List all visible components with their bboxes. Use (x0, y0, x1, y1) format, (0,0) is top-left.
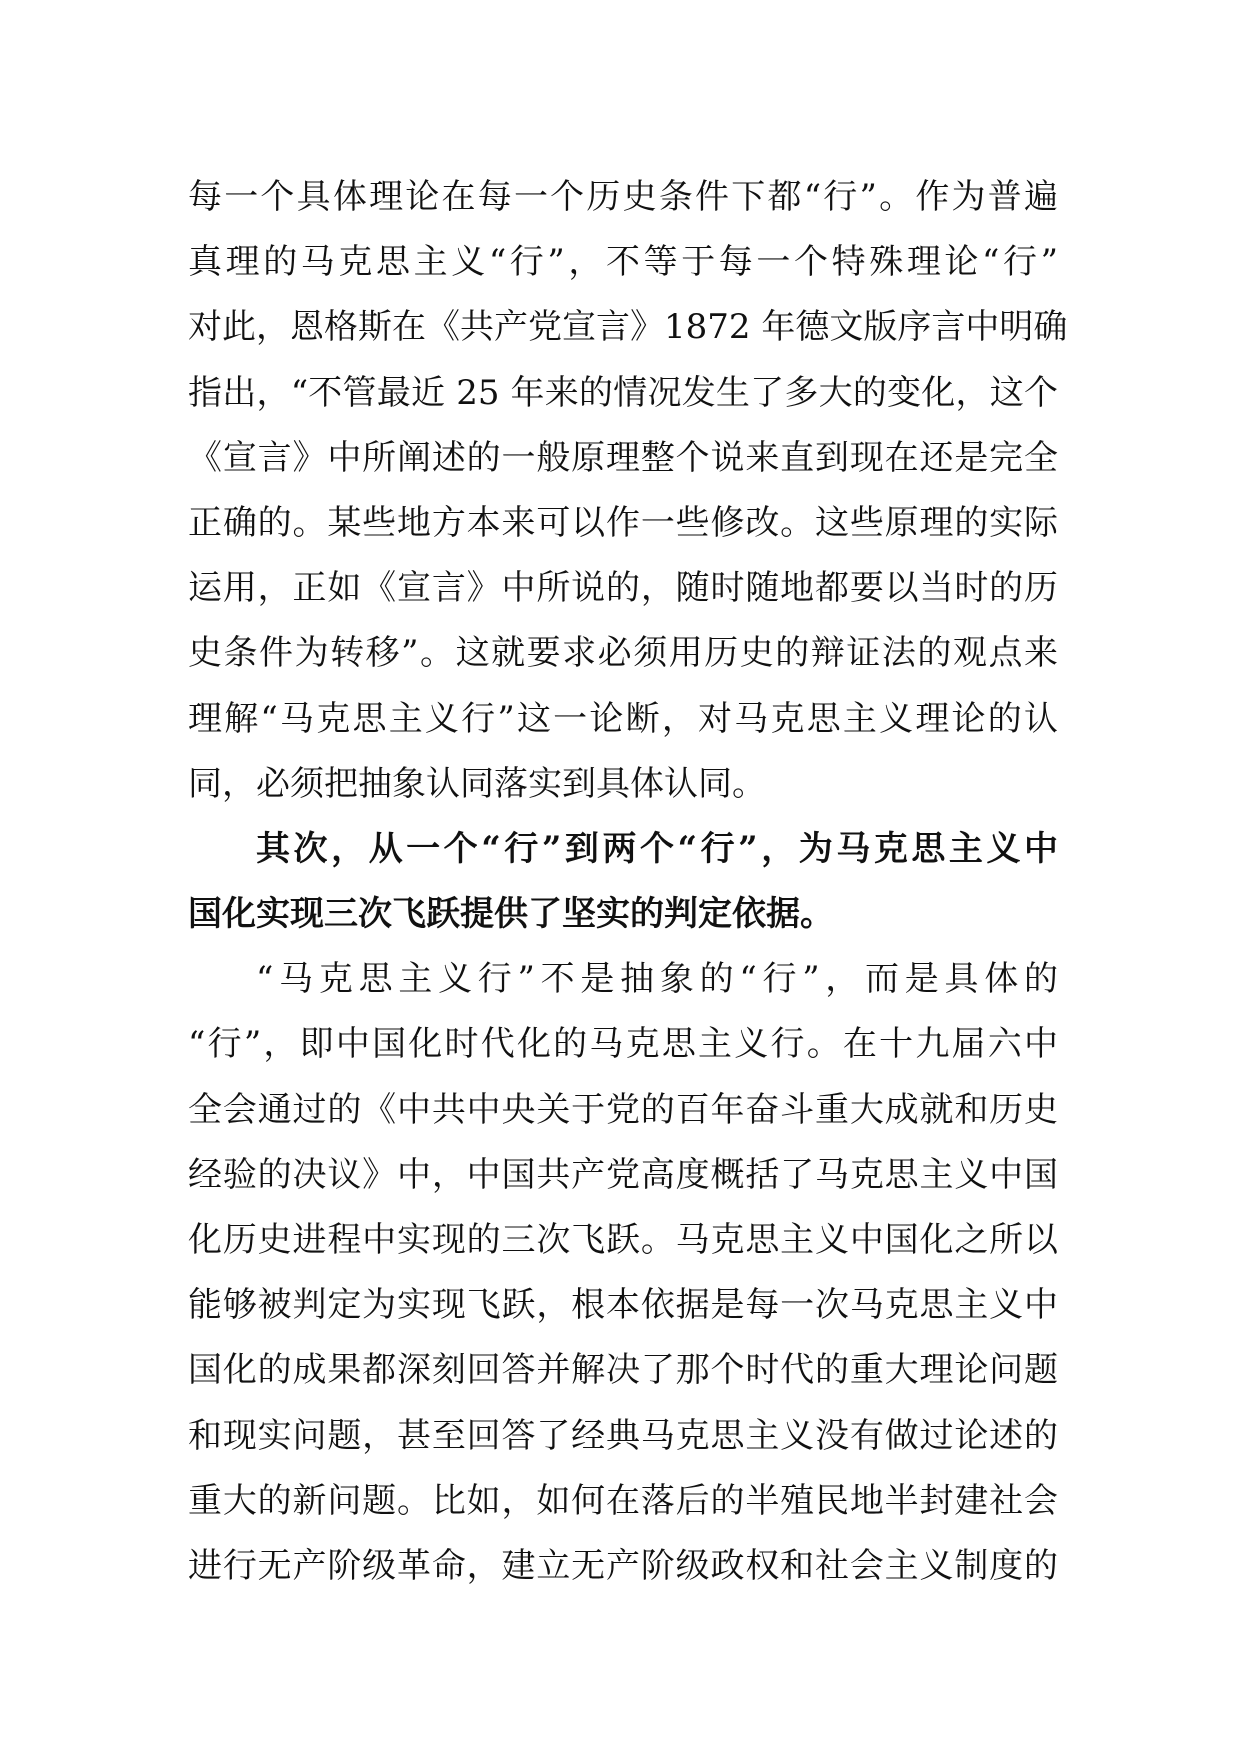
text-line: 理解“马克思主义行”这一论断，对马克思主义理论的认 (188, 698, 1058, 739)
text-line: 运用，正如《宣言》中所说的，随时随地都要以当时的历 (188, 568, 1058, 609)
text-line: 能够被判定为实现飞跃，根本依据是每一次马克思主义中 (188, 1285, 1058, 1326)
text-line: 化历史进程中实现的三次飞跃。马克思主义中国化之所以 (188, 1220, 1058, 1260)
text-line: 全会通过的《中共中央关于党的百年奋斗重大成就和历史 (188, 1089, 1058, 1130)
text-line: 正确的。某些地方本来可以作一些修改。这些原理的实际 (188, 502, 1058, 543)
text-line: 经验的决议》中，中国共产党高度概括了马克思主义中国 (188, 1154, 1058, 1195)
text-line: 指出，“不管最近 25 年来的情况发生了多大的变化，这个 (188, 372, 1058, 413)
section-heading-line: 其次，从一个“行”到两个“行”，为马克思主义中 (256, 828, 1058, 869)
text-line: “行”，即中国化时代化的马克思主义行。在十九届六中 (188, 1024, 1058, 1065)
text-line: 真理的马克思主义“行”，不等于每一个特殊理论“行” (188, 242, 1058, 283)
text-line: 重大的新问题。比如，如何在落后的半殖民地半封建社会 (188, 1480, 1058, 1521)
body-text (188, 165, 1068, 1599)
text-line: 对此，恩格斯在《共产党宣言》1872 年德文版序言中明确 (188, 307, 1068, 348)
text-line: 每一个具体理论在每一个历史条件下都“行”。作为普遍 (188, 177, 1058, 217)
text-line: 《宣言》中所阐述的一般原理整个说来直到现在还是完全 (188, 437, 1058, 478)
section-heading-line: 国化实现三次飞跃提供了坚实的判定依据。 (188, 894, 834, 935)
text-line: 史条件为转移”。这就要求必须用历史的辩证法的观点来 (188, 633, 1058, 674)
text-line: 和现实问题，甚至回答了经典马克思主义没有做过论述的 (188, 1415, 1058, 1456)
text-line: “马克思主义行”不是抽象的“行”，而是具体的 (256, 959, 1058, 1000)
text-line: 进行无产阶级革命，建立无产阶级政权和社会主义制度的 (188, 1545, 1058, 1586)
text-line: 同，必须把抽象认同落实到具体认同。 (188, 763, 766, 804)
text-line: 国化的成果都深刻回答并解决了那个时代的重大理论问题 (188, 1350, 1058, 1391)
